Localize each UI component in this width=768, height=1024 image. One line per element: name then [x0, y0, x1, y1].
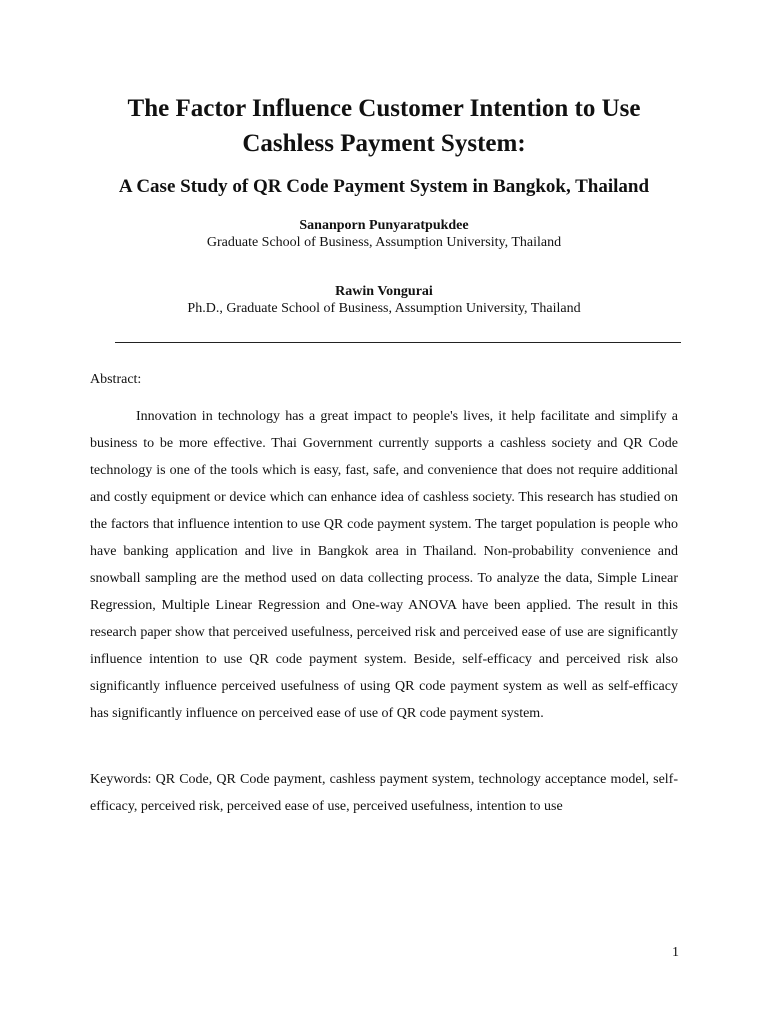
author-name: Sananporn Punyaratpukdee: [299, 218, 469, 233]
paper-title-line-2: Cashless Payment System:: [242, 130, 526, 157]
author-affiliation: Ph.D., Graduate School of Business, Assumption University, Thailand: [187, 301, 581, 316]
page-number: 1: [672, 945, 679, 960]
abstract-heading: Abstract:: [90, 372, 142, 387]
horizontal-divider: [115, 342, 681, 343]
paper-title-line-1: The Factor Influence Customer Intention to Use: [127, 95, 641, 122]
keywords-paragraph: Keywords: QR Code, QR Code payment, cashless payment system, technology acceptance model, self-efficacy, perceived risk, perceived ease of use, perceived usefulness, intention to use: [90, 772, 678, 814]
abstract-body: Innovation in technology has a great impact to people's lives, it help facilitate and simplify a business to be more effective. Thai Government currently supports a cashless society and QR Code technology is one of the tools which is easy, fast, safe, and convenience that does not require additional and costly equipment or device which can enhance idea of cashless society. This research has studied on the factors that influence intention to use QR code payment system. The target population is people who have banking application and live in Bangkok area in Thailand. Non-probability convenience and snowball sampling are the method used on data collecting process. To analyze the data, Simple Linear Regression, Multiple Linear Regression and One-way ANOVA have been applied. The result in this research paper show that perceived usefulness, perceived risk and perceived ease of use are significantly influence intention to use QR code payment system. Beside, self-efficacy and perceived risk also significantly influence perceived usefulness of using QR code payment system as well as self-efficacy has significantly influence on perceived ease of use of QR code payment system.: [90, 409, 678, 721]
author-affiliation: Graduate School of Business, Assumption University, Thailand: [206, 235, 562, 250]
author-name: Rawin Vongurai: [335, 284, 433, 299]
paper-subtitle: A Case Study of QR Code Payment System in Bangkok, Thailand: [118, 176, 650, 197]
